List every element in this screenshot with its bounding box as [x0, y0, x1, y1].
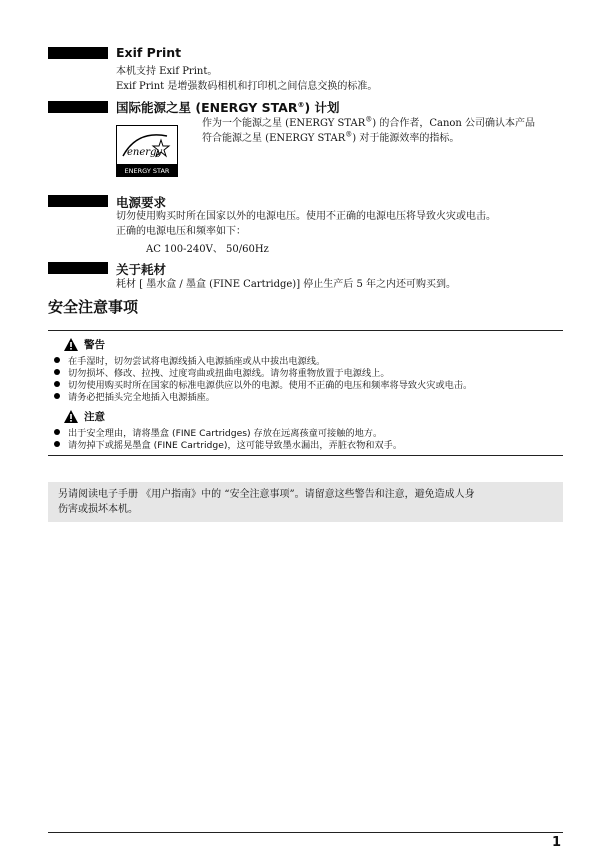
registered-mark: ®	[365, 115, 373, 124]
list-item-text: 出于安全理由，请将墨盒 (FINE Cartridges) 存放在远离孩童可接触的地方。	[68, 428, 383, 439]
logo-text: ENERGY STAR	[124, 167, 170, 175]
section-title-exif: Exif Print	[116, 45, 182, 60]
caution-label: 注意	[84, 411, 105, 423]
note-text-1: 另请阅读电子手册 《用户指南》中的 “安全注意事项”。请留意这些警告和注意，避免造成人身	[58, 489, 475, 500]
bullet-icon	[54, 441, 60, 447]
section-marker	[48, 47, 108, 59]
note-text-2: 伤害或损坏本机。	[58, 504, 138, 515]
energy-star-logo	[116, 125, 178, 177]
section-marker	[48, 101, 108, 113]
section-title-consumables: 关于耗材	[116, 262, 167, 277]
note-box	[48, 482, 563, 522]
title-part: 国际能源之星 (ENERGY STAR	[116, 100, 298, 115]
section-marker	[48, 262, 108, 274]
footer-divider	[48, 832, 563, 833]
divider	[48, 330, 563, 331]
consumables-text: 耗材 [ 墨水盒 / 墨盒 (FINE Cartridge)] 停止生产后 5 年之内还可购买到。	[116, 279, 456, 290]
exif-text-1: 本机支持 Exif Print。	[116, 66, 218, 77]
caution-icon	[64, 410, 78, 423]
energy-text-2	[202, 131, 459, 146]
text-part: ) 的合作者，Canon 公司确认本产品	[372, 118, 536, 129]
energy-text-1	[202, 116, 535, 131]
list-item-text: 切勿使用购买时所在国家的标准电源供应以外的电源。使用不正确的电压和频率将导致火灾或电击。	[68, 380, 473, 391]
list-item-text: 请勿掉下或摇晃墨盒 (FINE Cartridge)，这可能导致墨水漏出，弄脏衣物和双手。	[68, 440, 403, 451]
text-part: 作为一个能源之星 (ENERGY STAR	[202, 118, 366, 129]
bullet-icon	[54, 369, 60, 375]
bullet-icon	[54, 429, 60, 435]
page-number: 1	[552, 835, 562, 850]
warning-label: 警告	[84, 339, 105, 351]
text-part: 符合能源之星 (ENERGY STAR	[202, 133, 346, 144]
logo-script: energy	[127, 147, 163, 158]
list-item-text: 在手湿时，切勿尝试将电源线插入电源插座或从中拔出电源线。	[68, 356, 326, 367]
power-text-1: 切勿使用购买时所在国家以外的电源电压。使用不正确的电源电压将导致火灾或电击。	[116, 211, 496, 222]
warning-icon	[64, 338, 78, 351]
list-item-text: 切勿损坏、修改、拉拽、过度弯曲或扭曲电源线。请勿将重物放置于电源线上。	[68, 368, 390, 379]
safety-title: 安全注意事项	[48, 298, 139, 316]
list-item	[54, 391, 215, 404]
list-item-text: 请务必把插头完全地插入电源插座。	[68, 392, 215, 403]
power-spec: AC 100-240V、 50/60Hz	[146, 244, 269, 255]
registered-mark: ®	[297, 100, 305, 109]
bullet-icon	[54, 357, 60, 363]
section-title-power: 电源要求	[116, 195, 167, 210]
divider	[48, 455, 563, 456]
text-part: ) 对于能源效率的指标。	[352, 133, 460, 144]
section-title-energy	[116, 98, 340, 116]
title-part: ) 计划	[304, 100, 340, 115]
exif-text-2: Exif Print 是增强数码相机和打印机之间信息交换的标准。	[116, 81, 378, 92]
power-text-2: 正确的电源电压和频率如下：	[116, 226, 246, 237]
list-item	[54, 439, 402, 452]
registered-mark: ®	[345, 130, 353, 139]
energy-star-icon	[117, 126, 177, 176]
bullet-icon	[54, 381, 60, 387]
section-marker	[48, 195, 108, 207]
bullet-icon	[54, 393, 60, 399]
